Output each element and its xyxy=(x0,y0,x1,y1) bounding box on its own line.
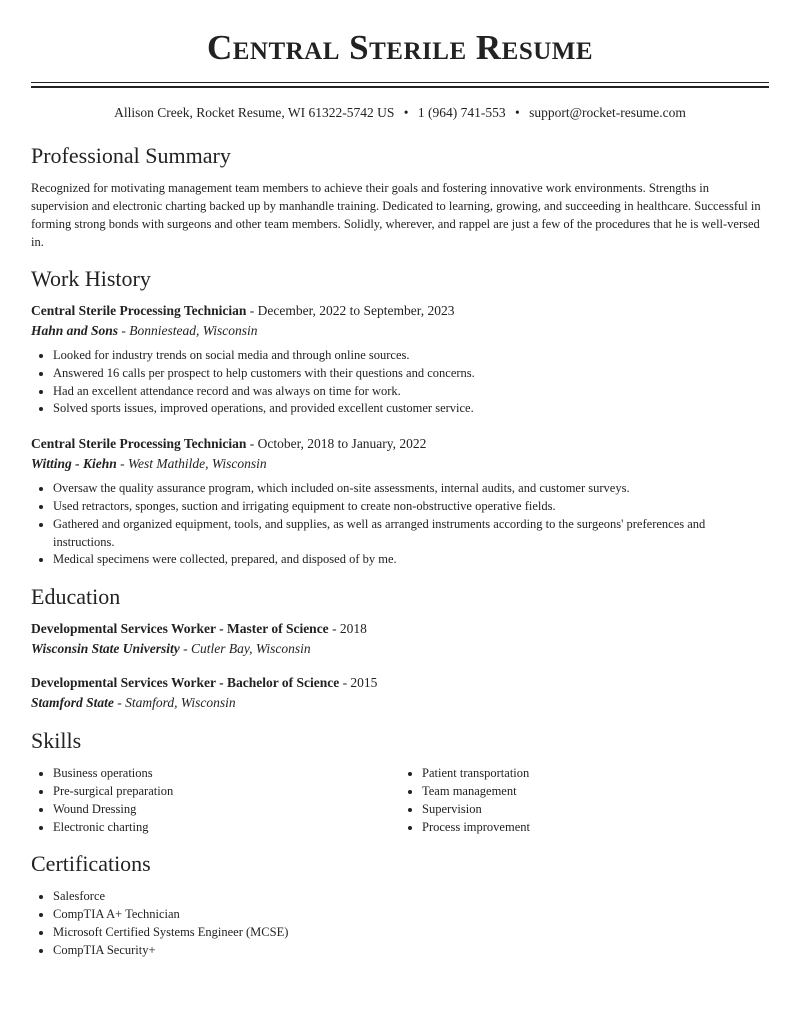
work-history-heading: Work History xyxy=(31,266,151,291)
certification-item: • CompTIA Security+ xyxy=(53,942,769,960)
skill-item: • Pre-surgical preparation xyxy=(53,783,400,801)
school-location: - Stamford, Wisconsin xyxy=(113,695,236,711)
school-location: - Cutler Bay, Wisconsin xyxy=(179,641,311,657)
certification-item: • CompTIA A+ Technician xyxy=(53,906,769,924)
skill-item: • Team management xyxy=(422,783,769,801)
title-divider-bottom xyxy=(31,86,769,88)
job-bullet: • Oversaw the quality assurance program, which included on-site assessments, internal audits, and customer surveys. xyxy=(53,480,769,498)
contact-email: support@rocket-resume.com xyxy=(529,105,686,120)
job-bullets xyxy=(31,480,769,569)
job-bullet: • Medical specimens were collected, prepared, and disposed of by me. xyxy=(53,551,769,569)
job-org-line xyxy=(31,321,769,341)
contact-address: Allison Creek, Rocket Resume, WI 61322-5742 US xyxy=(114,105,395,120)
job-title: Central Sterile Processing Technician xyxy=(31,303,247,318)
job-location: - West Mathilde, Wisconsin xyxy=(116,456,267,472)
job-bullet: • Answered 16 calls per prospect to help customers with their questions and concerns. xyxy=(53,365,769,383)
school-line xyxy=(31,639,769,659)
education-section xyxy=(31,583,769,713)
education-entry xyxy=(31,619,769,659)
summary-section xyxy=(31,142,769,251)
school-name: Wisconsin State University xyxy=(31,641,180,657)
skills-section xyxy=(31,727,769,836)
degree-line xyxy=(31,619,769,639)
degree-year: - 2015 xyxy=(339,675,378,691)
job-bullet: • Gathered and organized equipment, tools, and supplies, as well as arranged instruments according to the surgeons' preferences and instructions. xyxy=(53,516,769,552)
job-dates: - October, 2018 to January, 2022 xyxy=(246,436,427,452)
job-company: Hahn and Sons xyxy=(31,323,119,338)
job-title-line xyxy=(31,434,769,454)
degree-year: - 2018 xyxy=(328,621,367,637)
skill-item: • Patient transportation xyxy=(422,765,769,783)
job-bullet: • Solved sports issues, improved operations, and provided excellent customer service. xyxy=(53,400,769,418)
job-title-line xyxy=(31,301,769,321)
certification-item: • Microsoft Certified Systems Engineer (MCSE) xyxy=(53,924,769,942)
contact-separator: • xyxy=(403,105,409,120)
degree-title: Developmental Services Worker - Bachelor of Science xyxy=(31,675,340,691)
job-title: Central Sterile Processing Technician xyxy=(31,436,247,452)
summary-text: Recognized for motivating management team members to achieve their goals and fostering innovative work environments. Strengths in supervision and electronic charting backed up by manhandle training. Dedicated to learning, growing, and succeeding in healthcare. Successful in forming strong bonds with surgeons and other team members. Solidly, wherever, and rappel are just a few of the procedures that he is well-versed in. xyxy=(31,181,761,249)
job-location: - Bonniestead, Wisconsin xyxy=(118,323,258,338)
job-company: Witting - Kiehn xyxy=(31,456,117,472)
skill-item: • Supervision xyxy=(422,801,769,819)
certification-item: • Salesforce xyxy=(53,888,769,906)
skill-item: • Wound Dressing xyxy=(53,801,400,819)
resume-content xyxy=(31,142,769,960)
school-line xyxy=(31,693,769,713)
degree-title: Developmental Services Worker - Master of Science xyxy=(31,621,329,637)
school-name: Stamford State xyxy=(31,695,114,711)
title-divider-top xyxy=(31,82,769,83)
job-entry xyxy=(31,301,769,418)
job-bullet: • Had an excellent attendance record and was always on time for work. xyxy=(53,383,769,401)
job-dates: - December, 2022 to September, 2023 xyxy=(246,303,455,318)
contact-line xyxy=(0,105,800,121)
education-heading: Education xyxy=(31,584,121,610)
work-history-section xyxy=(31,265,769,569)
contact-separator: • xyxy=(514,105,520,120)
job-entry xyxy=(31,434,769,569)
certifications-list xyxy=(31,888,769,959)
summary-heading: Professional Summary xyxy=(31,143,231,168)
skills-heading: Skills xyxy=(31,728,82,754)
degree-line xyxy=(31,673,769,693)
job-bullets xyxy=(31,347,769,418)
education-entry xyxy=(31,673,769,713)
resume-title: Central Sterile Resume xyxy=(206,28,594,67)
skill-item: • Business operations xyxy=(53,765,400,783)
skills-list-right xyxy=(400,765,769,836)
job-bullet: • Looked for industry trends on social media and through online sources. xyxy=(53,347,769,365)
skill-item: • Electronic charting xyxy=(53,819,400,837)
certifications-heading: Certifications xyxy=(31,851,151,877)
job-org-line xyxy=(31,454,769,474)
certifications-section xyxy=(31,850,769,959)
skill-item: • Process improvement xyxy=(422,819,769,837)
contact-phone: 1 (964) 741-553 xyxy=(417,105,506,120)
job-bullet: • Used retractors, sponges, suction and irrigating equipment to create non-obstructive operative fields. xyxy=(53,498,769,516)
skills-list-left xyxy=(31,765,400,836)
skills-columns xyxy=(31,765,769,836)
